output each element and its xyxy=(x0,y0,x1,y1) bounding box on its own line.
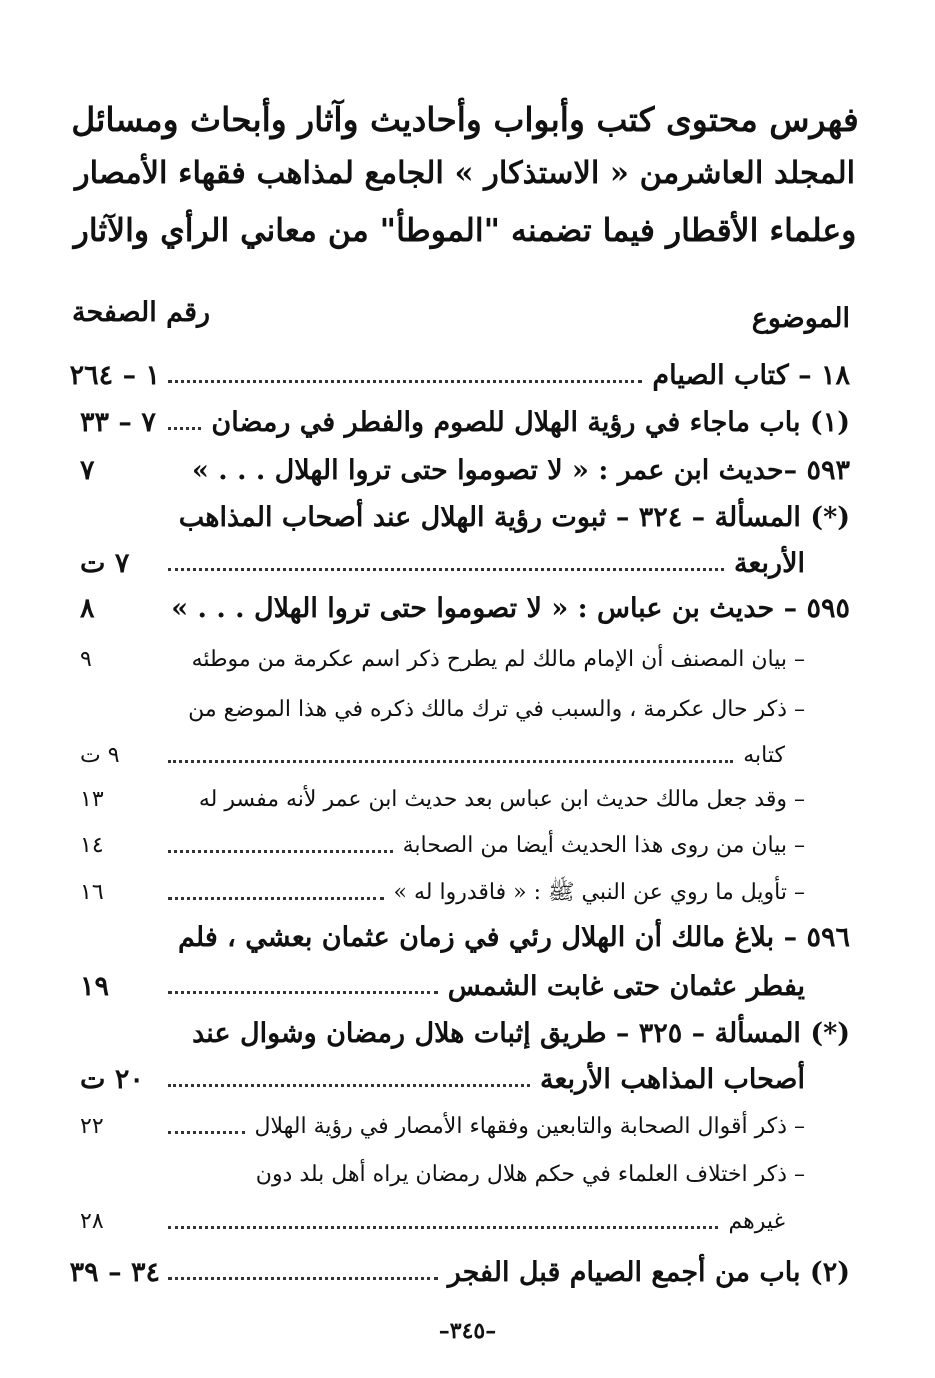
entry-page: ٧ – ٣٣ xyxy=(80,407,156,438)
toc-entry xyxy=(60,688,850,736)
dot-leader xyxy=(168,1226,718,1229)
toc-entry xyxy=(60,734,850,782)
entry-page: ٢٨ xyxy=(80,1209,104,1234)
entry-text: – بيان المصنف أن الإمام مالك لم يطرح ذكر اسم عكرمة من موطئه xyxy=(191,647,805,672)
dot-leader xyxy=(168,897,384,900)
entry-text: يفطر عثمان حتى غابت الشمس xyxy=(447,971,805,1002)
entry-text: – ذكر حال عكرمة ، والسبب في ترك مالك ذكره في هذا الموضع من xyxy=(188,697,805,722)
footer-page-number: –٣٤٥– xyxy=(438,1318,497,1344)
dot-leader xyxy=(168,991,438,994)
entry-text: الأربعة xyxy=(734,548,805,579)
toc-entry xyxy=(60,401,850,449)
page-number-header: رقم الصفحة xyxy=(72,297,211,328)
toc-entry xyxy=(60,1153,850,1201)
toc-entry xyxy=(60,587,850,635)
entry-page: ١٣ xyxy=(80,787,104,812)
entry-text: ٥٩٦ – بلاغ مالك أن الهلال رئي في زمان عثمان بعشي ، فلم xyxy=(177,922,850,953)
toc-entry xyxy=(60,871,850,919)
toc-entry xyxy=(60,542,850,590)
entry-text: (*) المسألة – ٣٢٥ – طريق إثبات هلال رمضان وشوال عند xyxy=(192,1018,850,1049)
dot-leader xyxy=(168,1277,438,1280)
toc-entry xyxy=(60,1105,850,1153)
toc-entry xyxy=(60,496,850,544)
entry-page: ١٩ xyxy=(80,971,110,1002)
toc-entry xyxy=(60,824,850,872)
entry-page: ٨ xyxy=(80,593,95,624)
subject-header: الموضوع xyxy=(751,303,850,334)
entry-page: ٧ ت xyxy=(80,548,130,579)
entry-page: ٢٠ ت xyxy=(80,1064,144,1095)
entry-text: – ذكر اختلاف العلماء في حكم هلال رمضان يراه أهل بلد دون xyxy=(255,1162,805,1187)
entry-text: أصحاب المذاهب الأربعة xyxy=(539,1064,805,1095)
toc-entry xyxy=(60,1058,850,1106)
entry-text: (١) باب ماجاء في رؤية الهلال للصوم والفطر في رمضان xyxy=(211,407,850,438)
toc-entry xyxy=(60,354,850,402)
dot-leader xyxy=(168,568,724,571)
entry-text: ٥٩٣ –حديث ابن عمر : « لا تصوموا حتى تروا الهلال . . . » xyxy=(192,455,850,486)
dot-leader xyxy=(168,427,201,430)
entry-text: – تأويل ما روي عن النبي ﷺ : « فاقدروا له » xyxy=(393,880,805,905)
entry-text: ١٨ – كتاب الصيام xyxy=(652,360,850,391)
entry-text: (٢) باب من أجمع الصيام قبل الفجر xyxy=(447,1257,850,1288)
entry-page: ٩ ت xyxy=(80,743,120,768)
dot-leader xyxy=(168,1131,245,1134)
dot-leader xyxy=(168,760,733,763)
toc-entry xyxy=(60,1200,850,1248)
entry-text: (*) المسألة – ٣٢٤ – ثبوت رؤية الهلال عند أصحاب المذاهب xyxy=(178,502,850,533)
toc-entry xyxy=(60,778,850,826)
toc-entry xyxy=(60,916,850,964)
toc-entry xyxy=(60,1012,850,1060)
toc-entry xyxy=(60,449,850,497)
dot-leader xyxy=(168,380,642,383)
entry-page: ٢٢ xyxy=(80,1114,104,1139)
entry-text: – ذكر أقوال الصحابة والتابعين وفقهاء الأمصار في رؤية الهلال xyxy=(254,1114,805,1139)
title-line-1: فهرس محتوى كتب وأبواب وأحاديث وآثار وأبحاث ومسائل xyxy=(71,100,859,139)
toc-entry xyxy=(60,1251,850,1299)
entry-text: – وقد جعل مالك حديث ابن عباس بعد حديث ابن عمر لأنه مفسر له xyxy=(198,787,805,812)
title-line-2: المجلد العاشرمن « الاستذكار » الجامع لمذاهب فقهاء الأمصار xyxy=(74,155,856,191)
dot-leader xyxy=(168,1084,530,1087)
entry-page: ٣٤ – ٣٩ xyxy=(69,1257,160,1288)
dot-leader xyxy=(168,850,393,853)
entry-text: كتابه xyxy=(743,743,785,768)
entry-page: ١٦ xyxy=(80,880,104,905)
entry-page: ١ – ٢٦٤ xyxy=(69,360,160,391)
entry-page: ٧ xyxy=(80,455,95,486)
title-line-3: وعلماء الأقطار فيما تضمنه "الموطأ" من معاني الرأي والآثار xyxy=(73,212,857,249)
toc-entry xyxy=(60,638,850,686)
toc-entry xyxy=(60,965,850,1013)
entry-text: غيرهم xyxy=(728,1209,785,1234)
entry-text: ٥٩٥ – حديث بن عباس : « لا تصوموا حتى تروا الهلال . . . » xyxy=(171,593,850,624)
entry-page: ٩ xyxy=(80,647,92,672)
entry-page: ١٤ xyxy=(80,833,104,858)
entry-text: – بيان من روى هذا الحديث أيضا من الصحابة xyxy=(402,833,805,858)
